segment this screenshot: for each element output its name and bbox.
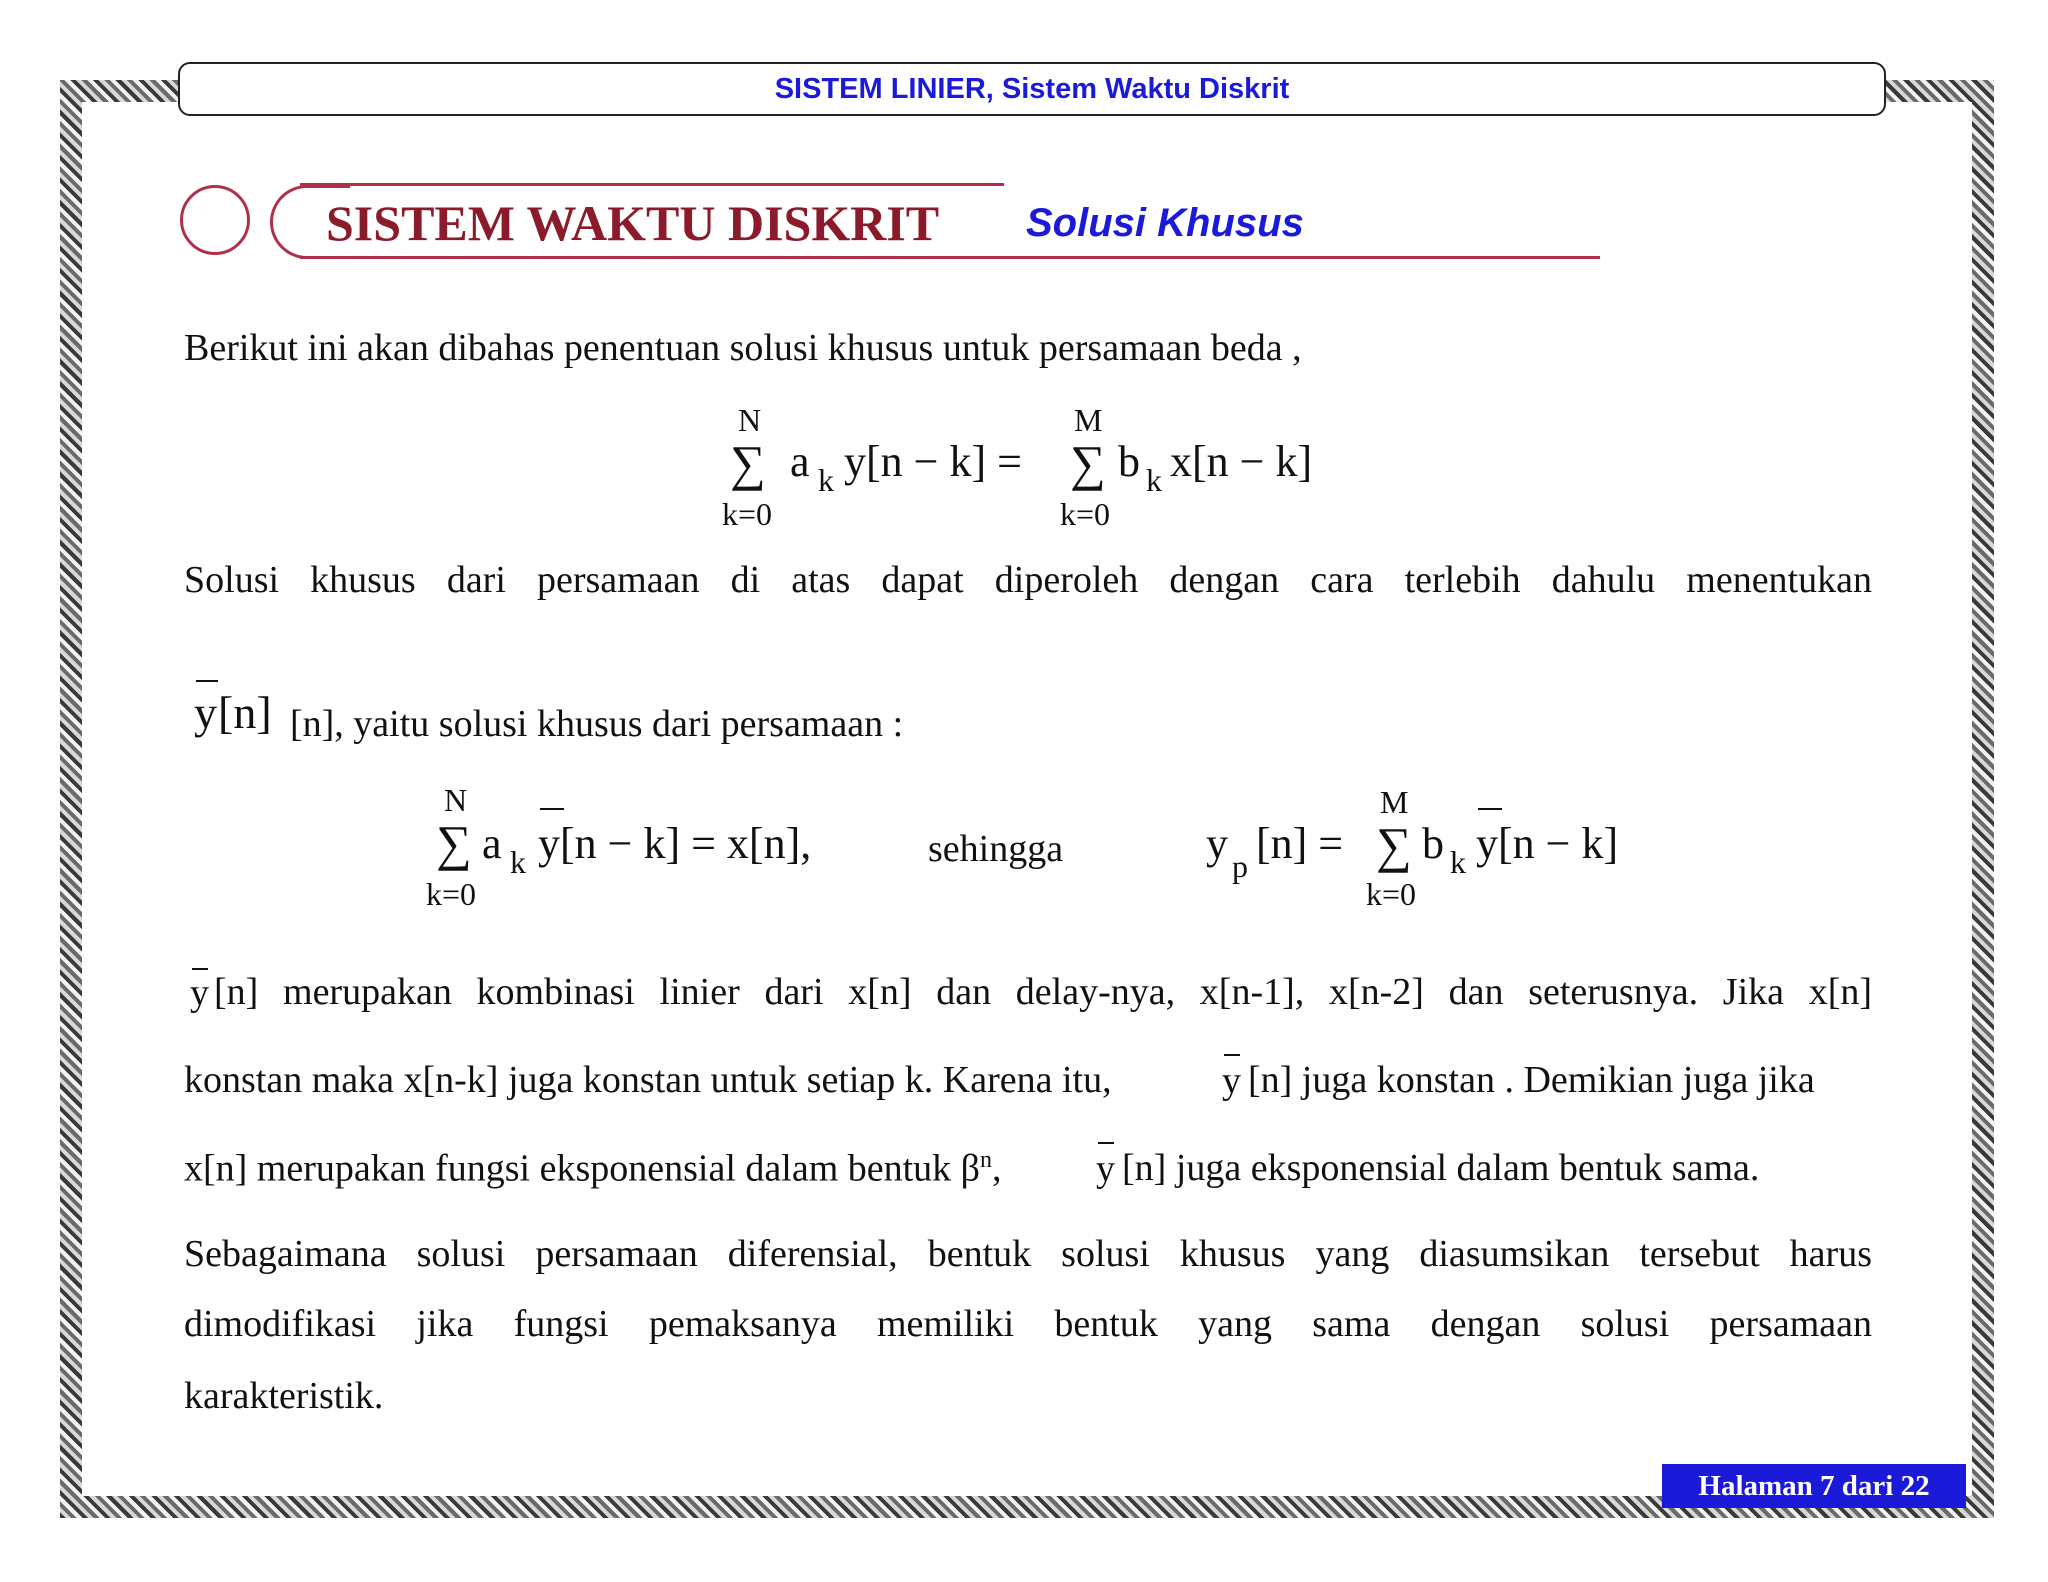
eq1-b: b (1118, 437, 1140, 486)
paragraph-exponential-case (184, 1146, 1064, 1192)
paragraph-modification-3: karakteristik. (184, 1375, 384, 1417)
paragraph-constant-case: konstan maka x[n-k] juga konstan untuk setiap k. Karena itu, (184, 1059, 1112, 1101)
paragraph-ybar-definition: [n], yaitu solusi khusus dari persamaan : (290, 703, 904, 745)
eq1-upper-limit-left: N (738, 402, 762, 438)
section-title: SISTEM WAKTU DISKRIT (326, 195, 940, 251)
eq1-lower-limit-right: k=0 (1060, 496, 1111, 532)
eq2-yp-rhs: [n] = (1256, 819, 1344, 868)
eq1-upper-limit-right: M (1074, 402, 1103, 438)
paragraph-linear-combination: [n] merupakan kombinasi linier dari x[n] dan delay-nya, x[n-1], x[n-2] dan seterusnya. Jika x[n] (214, 971, 1872, 1013)
p4c-superscript: n (980, 1147, 993, 1173)
eq2-lhs: y[n − k] = x[n], (538, 819, 812, 868)
eq2-sub-k-right: k (1450, 844, 1466, 880)
header-text: SISTEM LINIER, Sistem Waktu Diskrit (774, 72, 1290, 105)
eq2-upper-limit: N (444, 782, 468, 818)
eq2-lower-limit-right: k=0 (1366, 876, 1417, 912)
eq2-rhs: y[n − k] (1476, 819, 1619, 868)
eq1-sub-k-right: k (1146, 462, 1162, 498)
paragraph-intro: Berikut ini akan dibahas penentuan solusi khusus untuk persamaan beda , (184, 327, 1302, 369)
paragraph-modification-1: Sebagaimana solusi persamaan diferensial, bentuk solusi khusus yang diasumsikan tersebut harus (184, 1233, 1872, 1275)
eq2-a: a (482, 819, 502, 868)
page-header (178, 62, 1886, 116)
title-circle-ornament (180, 185, 250, 255)
eq1-sigma-left: ∑ (730, 435, 766, 491)
title-rule-bottom (300, 256, 1600, 259)
eq2-lower-limit: k=0 (426, 876, 477, 912)
page-number-badge (1662, 1464, 1966, 1508)
inline-ybar-index: [n] (218, 687, 272, 738)
eq2-upper-limit-right: M (1380, 784, 1409, 820)
p4b-ybar-overbar (1224, 1054, 1240, 1056)
eq2-ybar-overbar-right (1478, 808, 1502, 810)
p4c-ybar-overbar (1098, 1142, 1114, 1144)
paragraph-solution-method: Solusi khusus dari persamaan di atas dapat diperoleh dengan cara terlebih dahulu menentukan (184, 559, 1872, 601)
eq1-sub-k-left: k (818, 462, 834, 498)
title-rule-top (300, 183, 1004, 186)
eq2-connector: sehingga (928, 828, 1064, 870)
page-number-text: Halaman 7 dari 22 (1698, 1469, 1930, 1502)
section-subtitle: Solusi Khusus (1026, 201, 1304, 245)
eq2-sub-p: p (1232, 848, 1248, 884)
paragraph-modification-2: dimodifikasi jika fungsi pemaksanya memiliki bentuk yang sama dengan solusi persamaan (184, 1303, 1872, 1345)
p4a-ybar-overbar (192, 968, 208, 970)
p4a-ybar-symbol: y (190, 972, 209, 1014)
eq2-ybar-overbar (540, 808, 564, 810)
eq1-rhs: x[n − k] (1170, 437, 1313, 486)
eq1-lower-limit-left: k=0 (722, 496, 773, 532)
eq1-sigma-right: ∑ (1070, 435, 1106, 491)
eq2-b: b (1422, 819, 1444, 868)
p4c-text: x[n] merupakan fungsi eksponensial dalam bentuk β (184, 1147, 981, 1190)
p4c-comma: , (992, 1147, 1002, 1190)
paragraph-exponential-case-end: [n] juga eksponensial dalam bentuk sama. (1122, 1147, 1760, 1189)
inline-ybar-symbol: y (194, 687, 217, 738)
eq2-sigma: ∑ (436, 815, 472, 871)
eq2-yp: y (1206, 819, 1228, 868)
page-content-area (82, 102, 1972, 1496)
eq2-sub-k: k (510, 844, 526, 880)
eq1-lhs: y[n − k] = (844, 437, 1022, 486)
eq1-a: a (790, 437, 810, 486)
ybar-overbar (196, 680, 218, 682)
p4b-ybar-symbol: y (1222, 1060, 1241, 1102)
paragraph-constant-case-end: [n] juga konstan . Demikian juga jika (1248, 1059, 1815, 1101)
eq2-sigma-right: ∑ (1376, 817, 1412, 873)
p4c-ybar-symbol: y (1096, 1148, 1115, 1190)
